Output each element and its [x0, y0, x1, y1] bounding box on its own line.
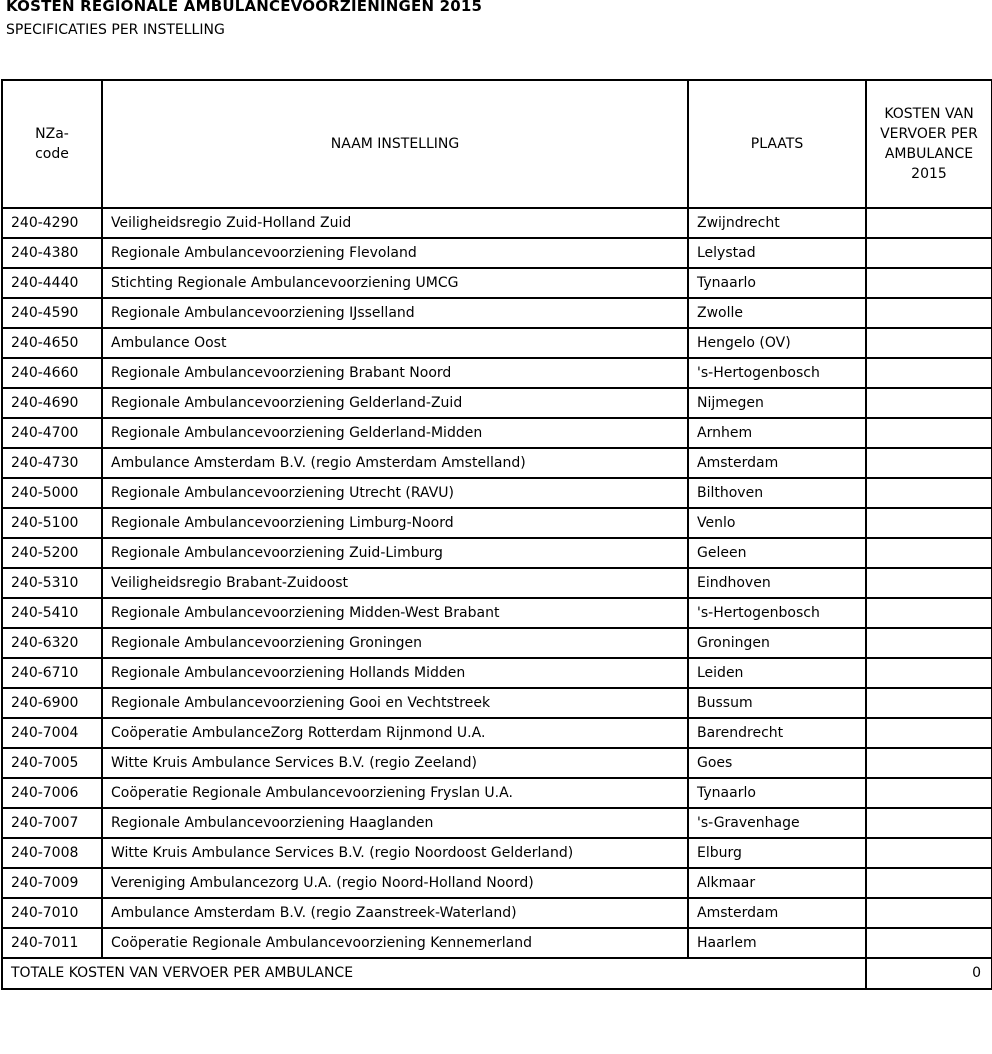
cell-plaats: Arnhem — [688, 418, 866, 448]
cell-code: 240-4290 — [2, 208, 102, 238]
cell-code: 240-6900 — [2, 688, 102, 718]
cell-kosten — [866, 358, 992, 388]
cell-plaats: Geleen — [688, 538, 866, 568]
table-row — [2, 868, 992, 898]
cell-naam: Witte Kruis Ambulance Services B.V. (regio Zeeland) — [102, 748, 688, 778]
cell-plaats: Goes — [688, 748, 866, 778]
cell-code: 240-5200 — [2, 538, 102, 568]
table-row — [2, 238, 992, 268]
table-row — [2, 838, 992, 868]
table-row — [2, 688, 992, 718]
cell-naam: Veiligheidsregio Brabant-Zuidoost — [102, 568, 688, 598]
cell-kosten — [866, 718, 992, 748]
cell-plaats: Zwolle — [688, 298, 866, 328]
cell-kosten — [866, 808, 992, 838]
cell-naam: Regionale Ambulancevoorziening Gelderland-Zuid — [102, 388, 688, 418]
cell-plaats: Leiden — [688, 658, 866, 688]
cell-kosten — [866, 418, 992, 448]
cell-kosten — [866, 628, 992, 658]
cell-code: 240-7009 — [2, 868, 102, 898]
cell-kosten — [866, 508, 992, 538]
table-row — [2, 208, 992, 238]
table-row — [2, 508, 992, 538]
cell-naam: Ambulance Amsterdam B.V. (regio Zaanstreek-Waterland) — [102, 898, 688, 928]
cell-naam: Witte Kruis Ambulance Services B.V. (regio Noordoost Gelderland) — [102, 838, 688, 868]
cell-naam: Regionale Ambulancevoorziening Groningen — [102, 628, 688, 658]
cell-naam: Regionale Ambulancevoorziening Midden-West Brabant — [102, 598, 688, 628]
document-subtitle: SPECIFICATIES PER INSTELLING — [6, 22, 225, 38]
cell-kosten — [866, 928, 992, 958]
cell-naam: Regionale Ambulancevoorziening Hollands Midden — [102, 658, 688, 688]
cell-code: 240-4380 — [2, 238, 102, 268]
cell-code: 240-4700 — [2, 418, 102, 448]
cell-code: 240-6320 — [2, 628, 102, 658]
cell-kosten — [866, 298, 992, 328]
cell-kosten — [866, 598, 992, 628]
cell-code: 240-4590 — [2, 298, 102, 328]
cell-kosten — [866, 838, 992, 868]
cell-plaats: Groningen — [688, 628, 866, 658]
header-naam: NAAM INSTELLING — [102, 80, 688, 208]
cell-plaats: Barendrecht — [688, 718, 866, 748]
cell-naam: Regionale Ambulancevoorziening Utrecht (RAVU) — [102, 478, 688, 508]
cell-kosten — [866, 388, 992, 418]
cell-kosten — [866, 448, 992, 478]
table-row — [2, 568, 992, 598]
table-row — [2, 808, 992, 838]
cell-naam: Regionale Ambulancevoorziening IJsselland — [102, 298, 688, 328]
table-row — [2, 538, 992, 568]
table-row — [2, 388, 992, 418]
cell-plaats: Tynaarlo — [688, 268, 866, 298]
cell-kosten — [866, 568, 992, 598]
cell-code: 240-5310 — [2, 568, 102, 598]
cell-code: 240-7007 — [2, 808, 102, 838]
cell-naam: Ambulance Oost — [102, 328, 688, 358]
table-row — [2, 628, 992, 658]
total-row — [2, 958, 992, 989]
cell-plaats: 's-Hertogenbosch — [688, 598, 866, 628]
table-body — [2, 208, 992, 958]
document-title: KOSTEN REGIONALE AMBULANCEVOORZIENINGEN 2015 — [6, 0, 483, 15]
header-code: NZa-code — [2, 80, 102, 208]
cell-naam: Regionale Ambulancevoorziening Limburg-Noord — [102, 508, 688, 538]
cell-naam: Stichting Regionale Ambulancevoorziening UMCG — [102, 268, 688, 298]
table-row — [2, 358, 992, 388]
cell-kosten — [866, 748, 992, 778]
cell-code: 240-7004 — [2, 718, 102, 748]
table-row — [2, 328, 992, 358]
cell-plaats: Lelystad — [688, 238, 866, 268]
cell-kosten — [866, 268, 992, 298]
cell-plaats: Amsterdam — [688, 898, 866, 928]
cell-naam: Ambulance Amsterdam B.V. (regio Amsterdam Amstelland) — [102, 448, 688, 478]
cell-naam: Regionale Ambulancevoorziening Brabant Noord — [102, 358, 688, 388]
cell-plaats: Hengelo (OV) — [688, 328, 866, 358]
table-row — [2, 748, 992, 778]
cell-code: 240-7006 — [2, 778, 102, 808]
cell-plaats: 's-Gravenhage — [688, 808, 866, 838]
cell-naam: Veiligheidsregio Zuid-Holland Zuid — [102, 208, 688, 238]
table-row — [2, 928, 992, 958]
table-row — [2, 418, 992, 448]
total-label: TOTALE KOSTEN VAN VERVOER PER AMBULANCE — [2, 958, 866, 989]
header-plaats: PLAATS — [688, 80, 866, 208]
cell-plaats: 's-Hertogenbosch — [688, 358, 866, 388]
cell-kosten — [866, 688, 992, 718]
cell-code: 240-4690 — [2, 388, 102, 418]
cost-table — [1, 79, 992, 990]
table-row — [2, 898, 992, 928]
cell-plaats: Bilthoven — [688, 478, 866, 508]
cell-kosten — [866, 208, 992, 238]
cell-kosten — [866, 328, 992, 358]
cell-plaats: Nijmegen — [688, 388, 866, 418]
cell-naam: Regionale Ambulancevoorziening Gelderland-Midden — [102, 418, 688, 448]
cell-plaats: Zwijndrecht — [688, 208, 866, 238]
cell-code: 240-7005 — [2, 748, 102, 778]
cell-code: 240-4660 — [2, 358, 102, 388]
cell-kosten — [866, 658, 992, 688]
table-row — [2, 448, 992, 478]
cell-code: 240-5100 — [2, 508, 102, 538]
cell-plaats: Eindhoven — [688, 568, 866, 598]
table-row — [2, 598, 992, 628]
cell-naam: Vereniging Ambulancezorg U.A. (regio Noord-Holland Noord) — [102, 868, 688, 898]
cell-naam: Regionale Ambulancevoorziening Gooi en Vechtstreek — [102, 688, 688, 718]
table-row — [2, 298, 992, 328]
cell-code: 240-7011 — [2, 928, 102, 958]
table-row — [2, 718, 992, 748]
cell-kosten — [866, 868, 992, 898]
cell-code: 240-6710 — [2, 658, 102, 688]
cell-code: 240-7010 — [2, 898, 102, 928]
cell-plaats: Bussum — [688, 688, 866, 718]
cell-code: 240-7008 — [2, 838, 102, 868]
cell-naam: Coöperatie Regionale Ambulancevoorziening Fryslan U.A. — [102, 778, 688, 808]
cell-plaats: Haarlem — [688, 928, 866, 958]
header-kosten: KOSTEN VAN VERVOER PER AMBULANCE 2015 — [866, 80, 992, 208]
cell-code: 240-4730 — [2, 448, 102, 478]
cell-kosten — [866, 478, 992, 508]
table-row — [2, 778, 992, 808]
cell-plaats: Elburg — [688, 838, 866, 868]
table-row — [2, 478, 992, 508]
cell-plaats: Alkmaar — [688, 868, 866, 898]
header-row — [2, 80, 992, 208]
cell-naam: Regionale Ambulancevoorziening Flevoland — [102, 238, 688, 268]
table-row — [2, 658, 992, 688]
cell-kosten — [866, 898, 992, 928]
cell-kosten — [866, 538, 992, 568]
cell-kosten — [866, 238, 992, 268]
cell-code: 240-4440 — [2, 268, 102, 298]
cell-naam: Regionale Ambulancevoorziening Haaglanden — [102, 808, 688, 838]
cell-naam: Coöperatie AmbulanceZorg Rotterdam Rijnmond U.A. — [102, 718, 688, 748]
cell-code: 240-5410 — [2, 598, 102, 628]
table-row — [2, 268, 992, 298]
cell-naam: Coöperatie Regionale Ambulancevoorziening Kennemerland — [102, 928, 688, 958]
total-value: 0 — [866, 958, 992, 989]
cell-naam: Regionale Ambulancevoorziening Zuid-Limburg — [102, 538, 688, 568]
cell-plaats: Venlo — [688, 508, 866, 538]
cell-plaats: Tynaarlo — [688, 778, 866, 808]
cell-code: 240-4650 — [2, 328, 102, 358]
cell-plaats: Amsterdam — [688, 448, 866, 478]
cell-kosten — [866, 778, 992, 808]
cell-code: 240-5000 — [2, 478, 102, 508]
